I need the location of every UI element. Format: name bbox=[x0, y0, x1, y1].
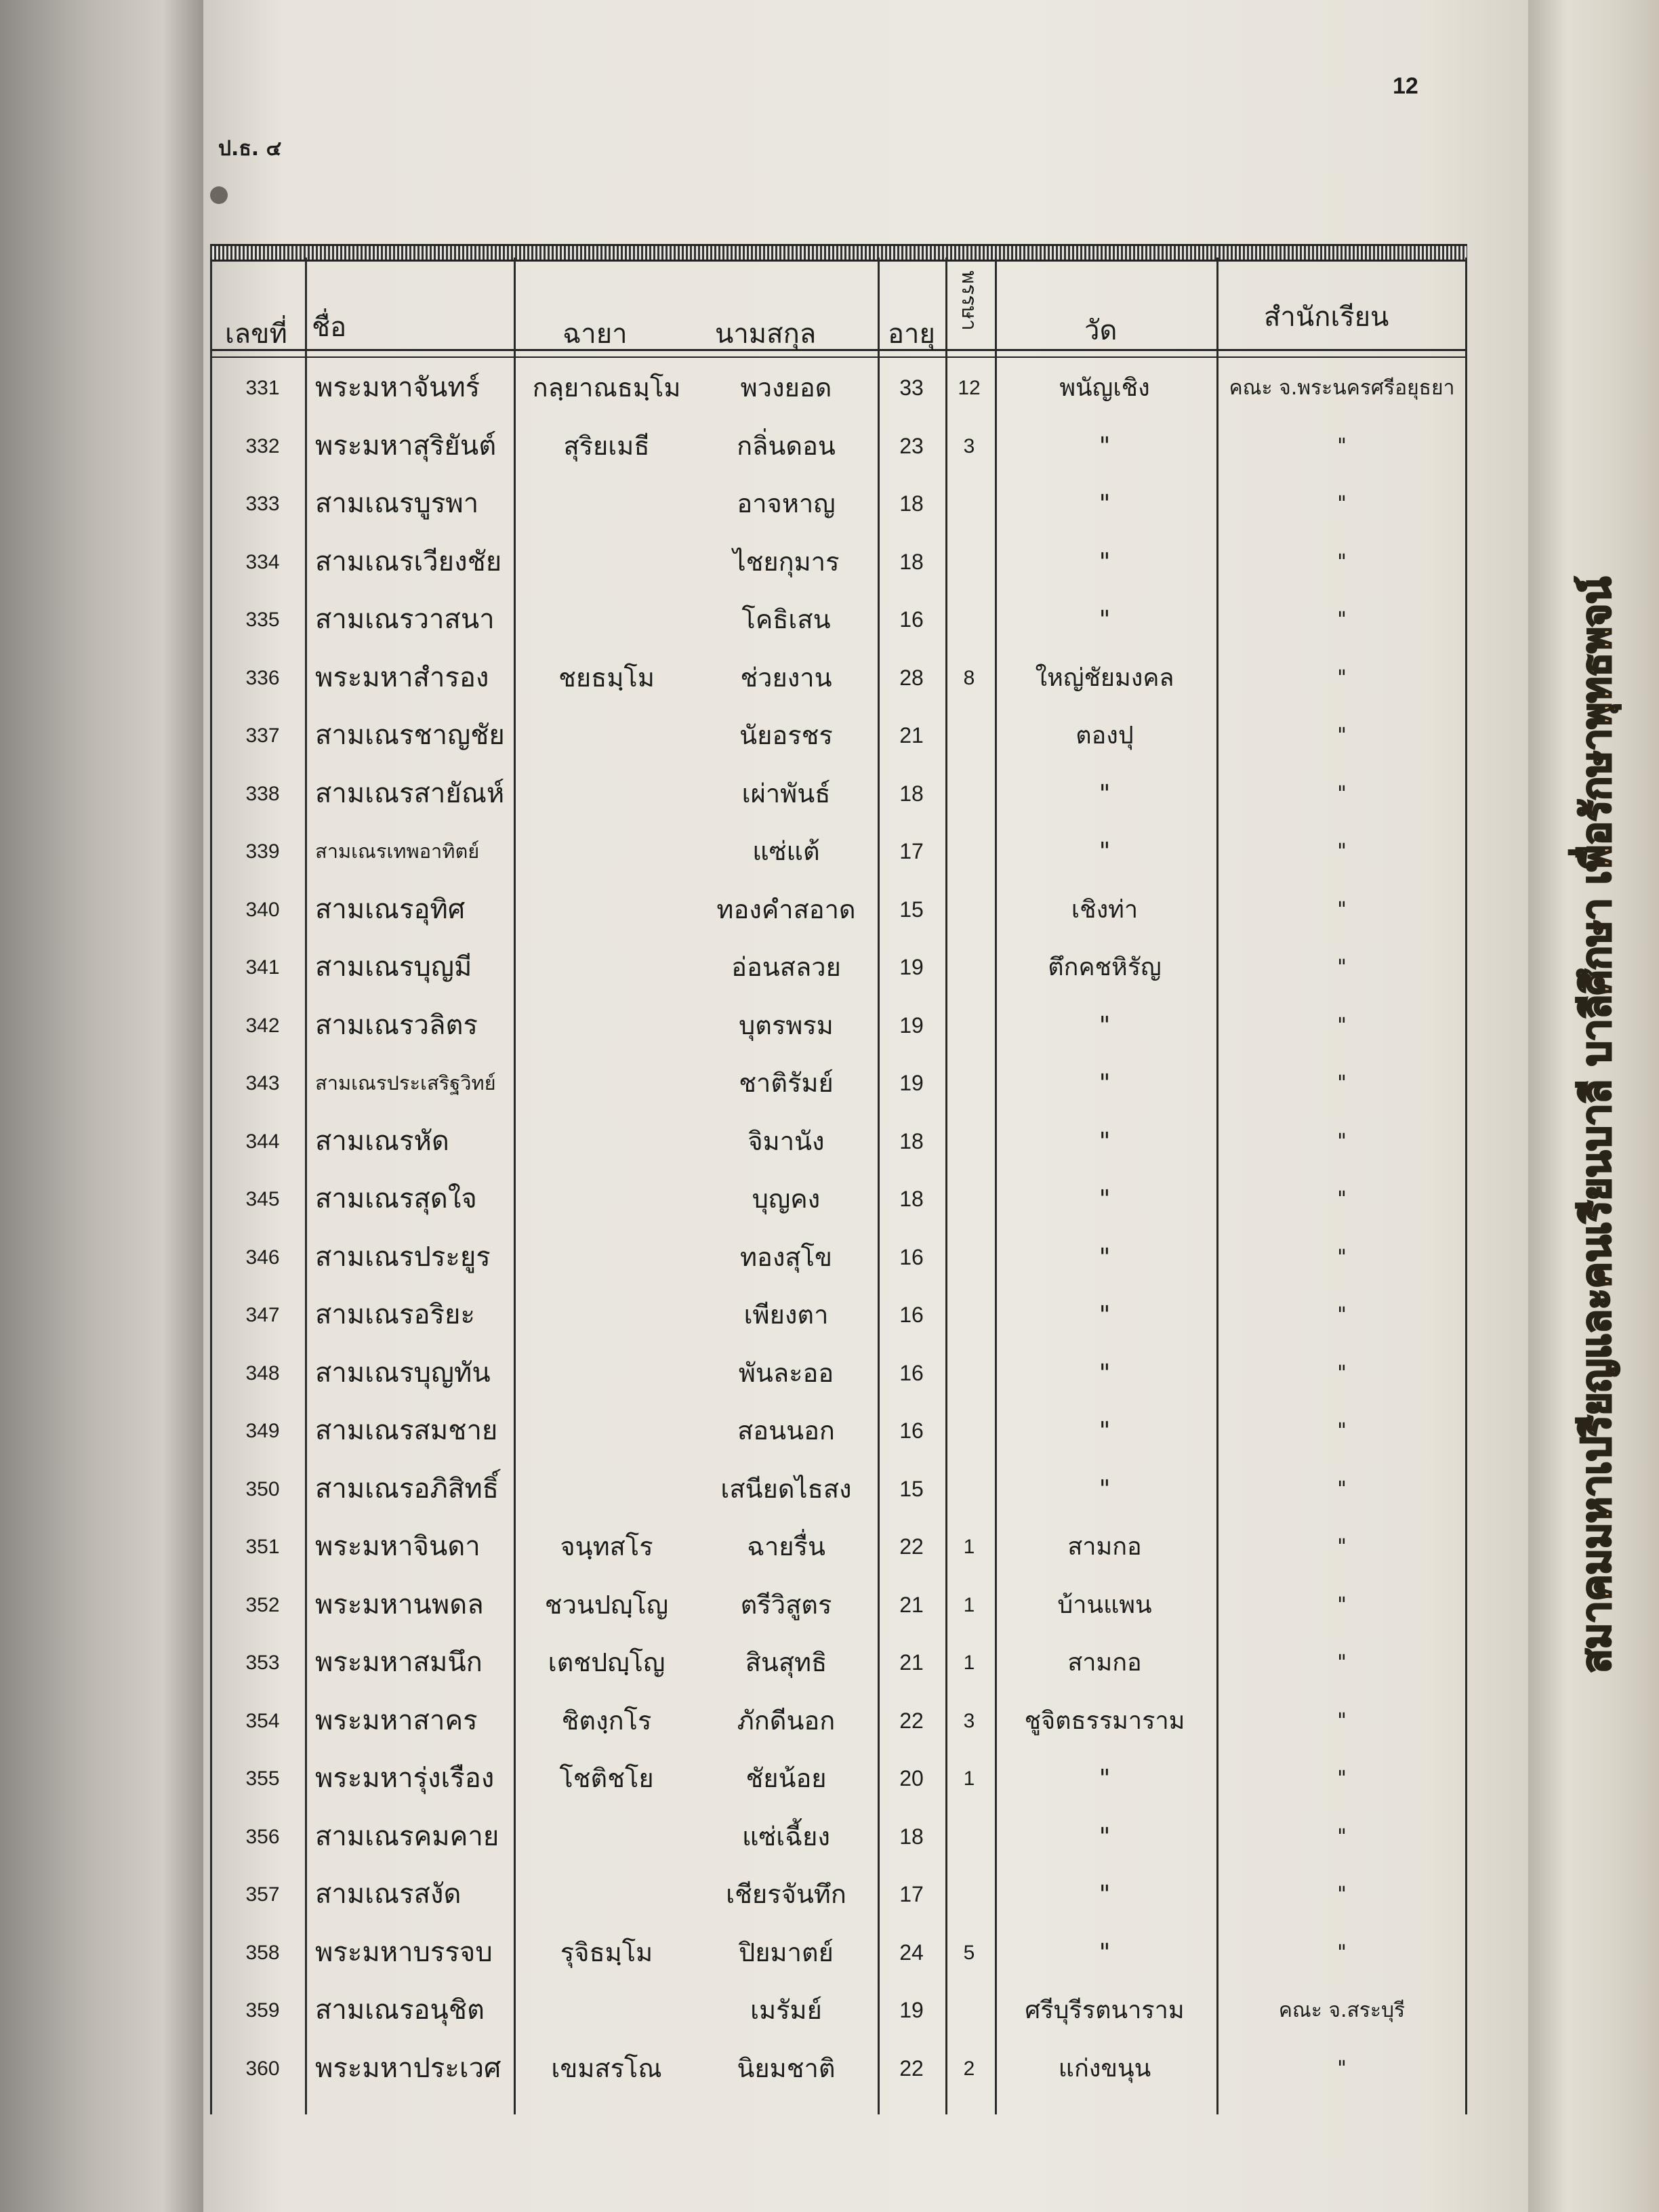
row-age: 16 bbox=[899, 1360, 924, 1385]
row-school: " bbox=[1337, 781, 1347, 806]
row-alias bbox=[522, 1113, 691, 1170]
row-vassa: 3 bbox=[963, 1709, 975, 1732]
row-age: 19 bbox=[899, 955, 924, 979]
row-wat: " bbox=[1099, 1127, 1111, 1155]
header-alias: ฉายา bbox=[562, 319, 628, 350]
row-age: 22 bbox=[899, 1534, 924, 1559]
row-surname: ช่วยงาน bbox=[740, 662, 832, 693]
row-wat: " bbox=[1099, 1938, 1111, 1967]
row-number: 359 bbox=[245, 1999, 280, 2022]
row-surname: อ่อนสลวย bbox=[731, 952, 841, 982]
row-school: " bbox=[1337, 1940, 1347, 1965]
row-surname: ทองคำสอาด bbox=[716, 894, 856, 924]
row-name: สามเณรคมคาย bbox=[315, 1820, 499, 1852]
row-school: " bbox=[1337, 1593, 1347, 1617]
row-alias: รุจิธมฺโม bbox=[560, 1937, 653, 1967]
row-alias: สุริยเมธี bbox=[563, 430, 650, 461]
row-age: 15 bbox=[899, 897, 924, 922]
row-school: " bbox=[1337, 434, 1347, 458]
row-wat: สามกอ bbox=[1067, 1649, 1142, 1677]
row-alias bbox=[522, 1402, 691, 1460]
row-number: 332 bbox=[245, 434, 280, 457]
row-age: 15 bbox=[899, 1476, 924, 1501]
table-row bbox=[210, 1345, 1467, 1402]
table-row bbox=[210, 359, 1467, 417]
row-age: 19 bbox=[899, 1998, 924, 2022]
row-age: 21 bbox=[899, 723, 924, 747]
row-vassa bbox=[945, 1229, 993, 1286]
row-age: 18 bbox=[899, 549, 924, 574]
table-row bbox=[210, 417, 1467, 475]
row-vassa bbox=[945, 1345, 993, 1402]
row-wat: " bbox=[1099, 1185, 1111, 1213]
row-vassa: 8 bbox=[963, 666, 975, 689]
row-surname: แซ่แต้ bbox=[752, 836, 820, 866]
row-school: " bbox=[1337, 1708, 1347, 1733]
row-name: สามเณรวาสนา bbox=[315, 604, 495, 635]
row-vassa bbox=[945, 1054, 993, 1112]
row-age: 16 bbox=[899, 1418, 924, 1443]
row-school: " bbox=[1337, 840, 1347, 863]
watermark-text: สมาคมมหาเปรียญและคนเรียนบาลี บาลีศึกษา เพื่อรักษาพุทธพจน์ bbox=[1573, 577, 1620, 1673]
row-wat: " bbox=[1099, 1301, 1111, 1329]
row-number: 351 bbox=[245, 1536, 280, 1558]
table-top-rule bbox=[210, 244, 1467, 262]
row-school: คณะ จ.พระนครศรีอยุธยา bbox=[1229, 376, 1455, 400]
row-number: 340 bbox=[245, 898, 280, 921]
table-row bbox=[210, 475, 1467, 533]
row-vassa bbox=[945, 1170, 993, 1228]
row-surname: เมรัมย์ bbox=[750, 1995, 822, 2025]
row-number: 354 bbox=[245, 1709, 280, 1732]
facing-page bbox=[0, 0, 203, 2212]
row-age: 16 bbox=[899, 1303, 924, 1327]
row-school: " bbox=[1337, 1535, 1347, 1559]
results-table bbox=[210, 244, 1467, 2114]
row-surname: พันละออ bbox=[738, 1357, 834, 1388]
row-school: " bbox=[1337, 1767, 1347, 1790]
row-alias bbox=[522, 765, 691, 823]
row-name: สามเณรชาญชัย bbox=[315, 720, 505, 751]
row-number: 334 bbox=[245, 550, 280, 573]
table-row bbox=[210, 881, 1467, 939]
row-age: 33 bbox=[899, 375, 924, 400]
row-school: " bbox=[1337, 1824, 1347, 1849]
row-school: " bbox=[1337, 1129, 1347, 1153]
row-name: สามเณรบูรพา bbox=[315, 488, 479, 519]
table-row bbox=[210, 765, 1467, 823]
table-row bbox=[210, 1518, 1467, 1576]
row-alias bbox=[522, 1982, 691, 2039]
row-name: สามเณรวลิตร bbox=[315, 1009, 478, 1041]
row-vassa: 3 bbox=[963, 434, 975, 457]
table-row bbox=[210, 1750, 1467, 1807]
row-alias: ชิตงฺกโร bbox=[561, 1705, 652, 1736]
row-surname: ไชยกุมาร bbox=[733, 546, 840, 577]
row-school: " bbox=[1337, 1303, 1347, 1327]
row-age: 17 bbox=[899, 1882, 924, 1906]
row-school: " bbox=[1337, 1245, 1347, 1269]
row-vassa: 12 bbox=[958, 377, 981, 399]
row-alias: กลฺยาณธมฺโม bbox=[532, 373, 681, 403]
row-number: 345 bbox=[245, 1188, 280, 1210]
row-vassa: 5 bbox=[963, 1941, 975, 1964]
table-row bbox=[210, 707, 1467, 764]
row-alias bbox=[522, 1286, 691, 1344]
row-vassa bbox=[945, 707, 993, 764]
row-number: 360 bbox=[245, 2057, 280, 2080]
row-wat: ชูจิตธรรมาราม bbox=[1024, 1706, 1185, 1735]
row-surname: ฉายรื่น bbox=[747, 1532, 825, 1561]
row-name: พระมหาจินดา bbox=[315, 1531, 480, 1562]
row-number: 347 bbox=[245, 1304, 280, 1326]
row-surname: กลิ่นดอน bbox=[737, 430, 836, 461]
row-number: 353 bbox=[245, 1652, 280, 1674]
row-wat: สามกอ bbox=[1067, 1533, 1142, 1561]
row-school: " bbox=[1337, 492, 1347, 516]
row-number: 331 bbox=[245, 377, 280, 399]
row-surname: บุญคง bbox=[752, 1184, 821, 1214]
row-number: 355 bbox=[245, 1767, 280, 1790]
row-alias bbox=[522, 881, 691, 939]
row-age: 28 bbox=[899, 665, 924, 690]
table-row bbox=[210, 2040, 1467, 2097]
row-surname: ภักดีนอก bbox=[737, 1705, 836, 1736]
table-row bbox=[210, 1229, 1467, 1286]
row-wat: ตึกคชหิรัญ bbox=[1048, 954, 1162, 981]
row-school: " bbox=[1337, 897, 1347, 922]
page-number: 12 bbox=[1393, 73, 1418, 99]
row-alias bbox=[522, 997, 691, 1054]
header-wat: วัด bbox=[1084, 315, 1118, 346]
row-age: 18 bbox=[899, 781, 924, 806]
row-vassa bbox=[945, 1286, 993, 1344]
row-surname: ปิยมาตย์ bbox=[739, 1937, 834, 1967]
row-age: 20 bbox=[899, 1766, 924, 1790]
row-wat: " bbox=[1099, 1069, 1111, 1097]
row-number: 343 bbox=[245, 1072, 280, 1094]
table-row bbox=[210, 1576, 1467, 1634]
row-alias bbox=[522, 533, 691, 591]
row-school: " bbox=[1337, 956, 1347, 979]
row-surname: สอนนอก bbox=[737, 1416, 835, 1446]
table-row bbox=[210, 1866, 1467, 1923]
row-age: 18 bbox=[899, 491, 924, 516]
row-wat: " bbox=[1099, 779, 1111, 808]
row-number: 333 bbox=[245, 493, 280, 515]
row-vassa bbox=[945, 533, 993, 591]
row-surname: ทองสุโข bbox=[739, 1242, 832, 1272]
row-surname: ตรีวิสูตร bbox=[740, 1589, 832, 1620]
table-row bbox=[210, 1170, 1467, 1228]
row-number: 335 bbox=[245, 609, 280, 631]
row-age: 21 bbox=[899, 1650, 924, 1675]
table-row bbox=[210, 997, 1467, 1054]
row-school: " bbox=[1337, 724, 1347, 747]
row-wat: " bbox=[1099, 1417, 1111, 1445]
row-vassa bbox=[945, 1402, 993, 1460]
row-alias bbox=[522, 1460, 691, 1518]
row-surname: สินสุทธิ bbox=[745, 1647, 827, 1677]
watermark-stamp bbox=[1565, 447, 1626, 1803]
table-row bbox=[210, 591, 1467, 649]
row-vassa: 2 bbox=[963, 2057, 975, 2080]
row-surname: เสนียดไธสง bbox=[720, 1473, 852, 1504]
row-vassa bbox=[945, 997, 993, 1054]
row-wat: บ้านแพน bbox=[1057, 1591, 1152, 1619]
row-surname: เผ่าพันธ์ bbox=[741, 778, 831, 808]
row-age: 16 bbox=[899, 607, 924, 632]
header-number: เลขที่ bbox=[225, 319, 287, 350]
row-surname: แซ่เฉี้ยง bbox=[742, 1821, 830, 1851]
row-wat: " bbox=[1099, 490, 1111, 518]
row-vassa: 1 bbox=[963, 1536, 975, 1558]
row-number: 348 bbox=[245, 1361, 280, 1385]
row-alias: ชยธมฺโม bbox=[558, 662, 655, 693]
header-surname: นามสกุล bbox=[715, 319, 817, 350]
table-header-rule bbox=[210, 349, 1467, 358]
row-alias: ชวนปญฺโญ bbox=[544, 1589, 669, 1620]
table-row bbox=[210, 1982, 1467, 2039]
row-name: สามเณรหัด bbox=[315, 1125, 449, 1157]
row-surname: นิยมชาติ bbox=[737, 2053, 836, 2083]
row-name: พระมหาประเวศ bbox=[315, 2052, 501, 2084]
row-surname: ชัยน้อย bbox=[745, 1763, 827, 1793]
row-name: สามเณรเวียงชัย bbox=[315, 546, 502, 577]
row-name: สามเณรอภิสิทธิ์ bbox=[315, 1473, 499, 1504]
row-wat: " bbox=[1099, 1822, 1111, 1851]
row-number: 356 bbox=[245, 1825, 280, 1848]
row-alias: จนฺทสโร bbox=[560, 1532, 653, 1561]
row-name: สามเณรเทพอาทิตย์ bbox=[315, 840, 480, 863]
row-number: 339 bbox=[245, 840, 280, 863]
row-number: 350 bbox=[245, 1477, 280, 1500]
row-surname: บุตรพรม bbox=[739, 1010, 834, 1040]
row-school: " bbox=[1337, 1651, 1347, 1675]
row-school: " bbox=[1337, 1013, 1347, 1038]
table-row bbox=[210, 1054, 1467, 1112]
row-wat: เชิงท่า bbox=[1071, 895, 1139, 924]
row-number: 349 bbox=[245, 1420, 280, 1442]
row-number: 341 bbox=[245, 956, 280, 979]
row-vassa bbox=[945, 1808, 993, 1866]
table-row bbox=[210, 1692, 1467, 1750]
row-age: 18 bbox=[899, 1128, 924, 1153]
table-row bbox=[210, 1113, 1467, 1170]
row-name: สามเณรสุดใจ bbox=[315, 1183, 477, 1214]
row-vassa bbox=[945, 475, 993, 533]
row-wat: " bbox=[1099, 1011, 1111, 1040]
row-name: พระมหาจันทร์ bbox=[315, 372, 480, 403]
row-wat: " bbox=[1099, 432, 1111, 460]
row-age: 22 bbox=[899, 2055, 924, 2081]
row-age: 18 bbox=[899, 1187, 924, 1211]
row-vassa: 1 bbox=[963, 1593, 975, 1616]
table-row bbox=[210, 1808, 1467, 1866]
row-name: สามเณรอริยะ bbox=[315, 1299, 475, 1330]
row-school: " bbox=[1337, 1419, 1347, 1443]
row-school: " bbox=[1337, 665, 1347, 690]
row-age: 24 bbox=[899, 1940, 924, 1965]
row-age: 18 bbox=[899, 1824, 924, 1849]
table-row bbox=[210, 649, 1467, 707]
row-alias bbox=[522, 475, 691, 533]
header-age: อายุ bbox=[888, 319, 935, 350]
row-alias bbox=[522, 1054, 691, 1112]
row-name: สามเณรอนุชิต bbox=[315, 1994, 485, 2026]
row-wat: " bbox=[1099, 1881, 1111, 1908]
row-alias: โชติชโย bbox=[559, 1763, 654, 1793]
row-name: สามเณรบุญทัน bbox=[315, 1357, 491, 1389]
row-wat: " bbox=[1099, 1765, 1111, 1793]
row-vassa bbox=[945, 765, 993, 823]
row-wat: " bbox=[1099, 1475, 1111, 1503]
row-surname: ชาติรัมย์ bbox=[739, 1068, 834, 1098]
row-school: " bbox=[1337, 608, 1347, 632]
row-alias bbox=[522, 823, 691, 880]
row-name: สามเณรประเสริฐวิทย์ bbox=[315, 1071, 496, 1094]
row-alias: เตชปญฺโญ bbox=[548, 1647, 665, 1677]
row-name: สามเณรสมชาย bbox=[315, 1415, 498, 1446]
row-age: 22 bbox=[899, 1708, 924, 1733]
row-age: 19 bbox=[899, 1012, 924, 1038]
table-row bbox=[210, 1634, 1467, 1692]
row-name: พระมหาสาคร bbox=[315, 1704, 478, 1736]
row-age: 23 bbox=[899, 433, 924, 458]
row-surname: พวงยอด bbox=[740, 373, 832, 403]
row-wat: พนัญเชิง bbox=[1059, 374, 1150, 402]
row-school: " bbox=[1337, 550, 1347, 574]
row-surname: จิมานัง bbox=[747, 1126, 825, 1156]
row-age: 19 bbox=[899, 1071, 924, 1095]
row-wat: แก่งขนุน bbox=[1058, 2054, 1151, 2083]
header-name: ชื่อ bbox=[312, 312, 347, 343]
row-vassa bbox=[945, 823, 993, 880]
row-surname: เชียรจันทึก bbox=[726, 1879, 846, 1909]
row-name: พระมหาสำรอง bbox=[315, 661, 489, 693]
row-alias bbox=[522, 1345, 691, 1402]
row-wat: " bbox=[1099, 1243, 1111, 1271]
row-name: สามเณรอุทิศ bbox=[315, 893, 466, 925]
row-alias bbox=[522, 1229, 691, 1286]
row-vassa: 1 bbox=[963, 1652, 975, 1674]
row-number: 352 bbox=[245, 1593, 280, 1616]
row-number: 336 bbox=[245, 666, 280, 689]
row-name: พระมหาบรรจบ bbox=[315, 1936, 493, 1968]
row-name: สามเณรสงัด bbox=[315, 1879, 462, 1910]
row-name: สามเณรสายัณห์ bbox=[315, 777, 505, 809]
row-vassa: 1 bbox=[963, 1767, 975, 1790]
row-surname: เพียงตา bbox=[743, 1300, 829, 1330]
row-number: 357 bbox=[245, 1883, 280, 1906]
row-vassa bbox=[945, 1866, 993, 1923]
row-name: พระมหาสมนึก bbox=[315, 1647, 483, 1678]
row-name: สามเณรประยูร bbox=[315, 1241, 491, 1273]
row-alias bbox=[522, 939, 691, 996]
row-vassa bbox=[945, 1982, 993, 2039]
row-alias: เขมสรโณ bbox=[551, 2053, 662, 2083]
row-age: 21 bbox=[899, 1592, 924, 1617]
row-school: " bbox=[1337, 2056, 1347, 2081]
table-row bbox=[210, 1924, 1467, 1982]
row-vassa bbox=[945, 1113, 993, 1170]
row-vassa bbox=[945, 1460, 993, 1518]
row-age: 17 bbox=[899, 839, 924, 863]
row-wat: " bbox=[1099, 838, 1111, 865]
row-school: คณะ จ.สระบุรี bbox=[1278, 1999, 1406, 2022]
row-vassa bbox=[945, 881, 993, 939]
row-wat: " bbox=[1099, 1359, 1111, 1387]
header-school: สำนักเรียน bbox=[1264, 302, 1389, 333]
row-wat: " bbox=[1099, 606, 1111, 634]
row-name: พระมหาสุริยันต์ bbox=[315, 430, 497, 462]
row-name: สามเณรบุญมี bbox=[315, 951, 472, 983]
row-surname: อาจหาญ bbox=[737, 489, 836, 518]
row-wat: ใหญ่ชัยมงคล bbox=[1035, 663, 1174, 692]
table-row bbox=[210, 823, 1467, 880]
row-age: 16 bbox=[899, 1244, 924, 1269]
row-alias bbox=[522, 1170, 691, 1228]
form-code: ป.ธ. ๔ bbox=[218, 137, 282, 161]
row-number: 337 bbox=[245, 724, 280, 747]
table-row bbox=[210, 939, 1467, 996]
row-number: 346 bbox=[245, 1246, 280, 1269]
row-number: 358 bbox=[245, 1941, 280, 1964]
row-wat: ตองปุ bbox=[1076, 722, 1134, 750]
row-school: " bbox=[1337, 1361, 1347, 1385]
row-school: " bbox=[1337, 1187, 1347, 1211]
header-vassa: พรรษา bbox=[956, 270, 981, 331]
row-vassa bbox=[945, 939, 993, 996]
row-school: " bbox=[1337, 1883, 1347, 1906]
row-alias bbox=[522, 1866, 691, 1923]
row-name: พระมหารุ่งเรือง bbox=[315, 1763, 495, 1794]
row-school: " bbox=[1337, 1071, 1347, 1095]
row-alias bbox=[522, 1808, 691, 1866]
row-surname: นัยอรชร bbox=[739, 720, 833, 750]
table-row bbox=[210, 1460, 1467, 1518]
row-wat: ศรีบุรีรตนาราม bbox=[1025, 1996, 1185, 2024]
table-row bbox=[210, 1286, 1467, 1344]
table-row bbox=[210, 1402, 1467, 1460]
document-page bbox=[203, 0, 1532, 2212]
table-row bbox=[210, 533, 1467, 591]
row-wat: " bbox=[1099, 548, 1111, 576]
row-number: 342 bbox=[245, 1014, 280, 1037]
row-name: พระมหานพดล bbox=[315, 1589, 484, 1620]
row-surname: โคธิเสน bbox=[741, 605, 831, 634]
binding-hole bbox=[210, 186, 228, 204]
row-number: 344 bbox=[245, 1130, 280, 1153]
row-alias bbox=[522, 707, 691, 764]
row-alias bbox=[522, 591, 691, 649]
row-vassa bbox=[945, 591, 993, 649]
row-number: 338 bbox=[245, 782, 280, 805]
row-school: " bbox=[1337, 1477, 1347, 1501]
